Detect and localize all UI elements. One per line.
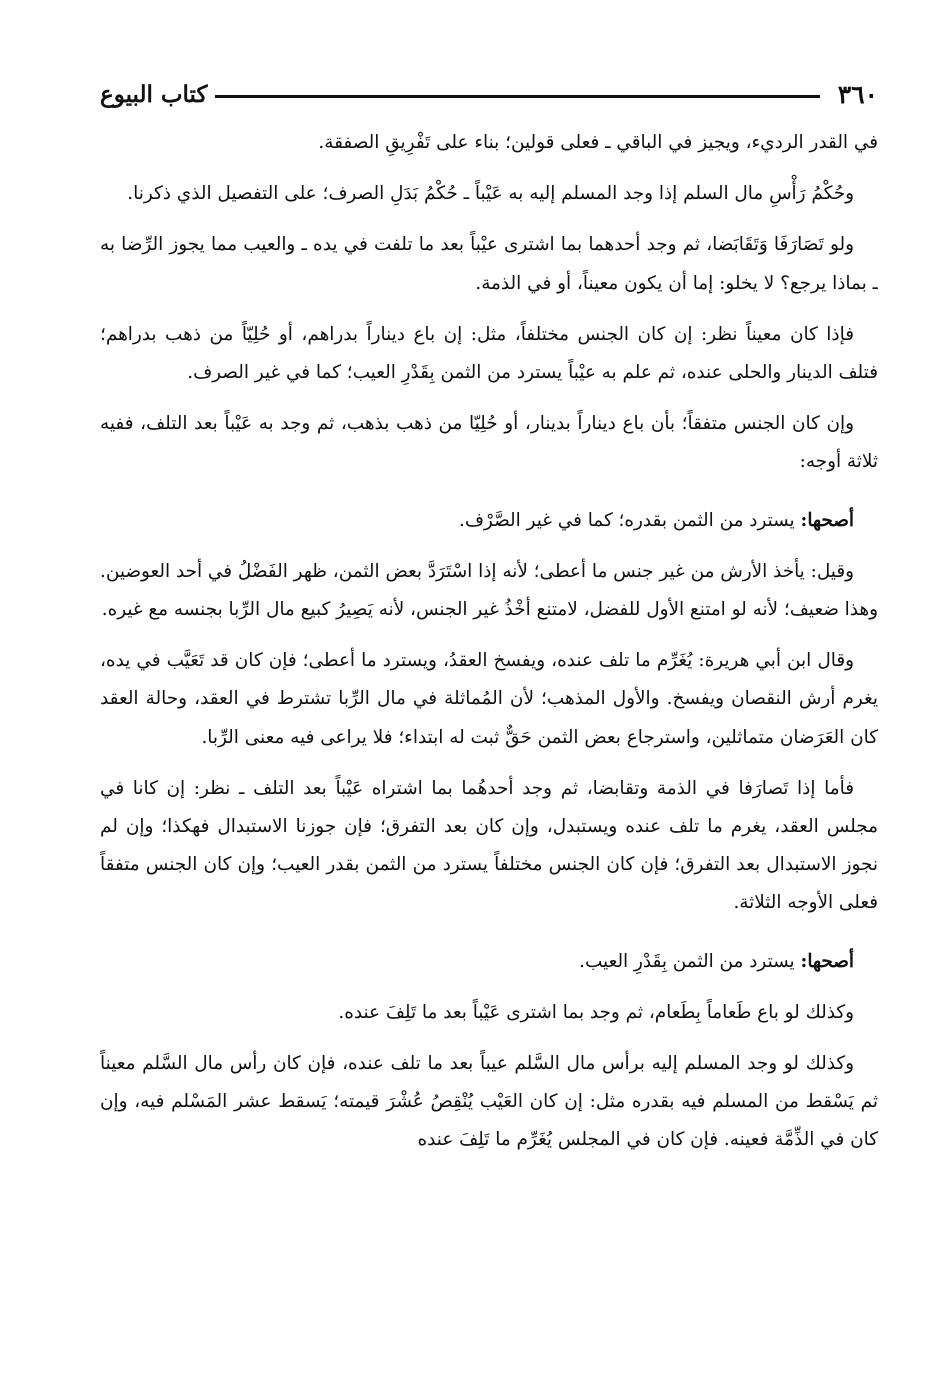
paragraph-4: فإذا كان معيناً نظر: إن كان الجنس مختلفاً، مثل: إن باع ديناراً بدراهم، أو حُلِيّاً من ذهب بدراهم؛ فتلف الدينار والحلى عنده، ثم علم به عيْباً يسترد من الثمن بِقَدْرِ العيب؛ كما في غير الصرف.: [100, 323, 878, 384]
page-body: [100, 124, 878, 1354]
second-view-line: [100, 943, 878, 981]
first-view-text: يسترد من الثمن بقدره؛ كما في غير الصَّرْف.: [459, 509, 795, 531]
paragraph-1: في القدر الرديء، ويجيز في الباقي ـ فعلى قولين؛ بناء على تَفْرِيقِ الصفقة.: [318, 132, 878, 153]
book-title: كتاب البيوع: [100, 81, 208, 108]
page-header: [100, 80, 878, 110]
paragraph-10: وكذلك لو وجد المسلم إليه برأس مال السَّلم عيباً بعد ما تلف عنده، فإن كان رأس مال السَّلم معيناً ثم يَسْقط من المسلم فيه بقدره مثل: إن كان العَيْب يُنْقِصُ عُشْرَ قيمته؛ يَسقط عشر المَسْلم فيه، وإن كان في الذِّمَّة فعينه. فإن كان في المجلس يُغَرِّم ما تَلِفَ عنده: [100, 1053, 878, 1151]
paragraph-2: وحُكْمُ رَأْسِ مال السلم إذا وجد المسلم إليه به عَيْباً ـ حُكْمُ بَدَلِ الصرف؛ على التفصيل الذي ذكرنا.: [127, 183, 854, 205]
paragraph-8: فأما إذا تَصارَفا في الذمة وتقابضا، ثم وجد أحدهُما بما اشتراه عَيْباً بعد التلف ـ نظر: إن كانا في مجلس العقد، يغرم ما تلف عنده ويستبدل، وإن كان بعد التفرق؛ فإن جوزنا الاستبدال فهكذا؛ وإن لم نجوز الاستبدال بعد التفرق؛ فإن كان الجنس مختلفاً يسترد من الثمن بقدر العيب؛ وإن كان الجنس متفقاً فعلى الأوجه الثلاثة.: [100, 777, 878, 914]
first-view-heading: أصحها:: [800, 509, 854, 531]
header-rule: [215, 95, 820, 98]
second-view-text: يسترد من الثمن بِقَدْرِ العيب.: [579, 950, 795, 972]
first-view-line: [100, 502, 878, 540]
paragraph-5: وإن كان الجنس متفقاً؛ بأن باع ديناراً بدينار، أو حُلِيّا من ذهب بذهب، ثم وجد به عَيْباً بعد التلف، ففيه ثلاثة أوجه:: [100, 413, 878, 473]
paragraph-9: وكذلك لو باع طَعاماً بِطَعام، ثم وجد بما اشترى عَيْباً بعد ما تَلِفَ عنده.: [338, 1001, 854, 1023]
second-view-heading: أصحها:: [800, 950, 854, 972]
paragraph-7: وقال ابن أبي هريرة: يُغَرِّم ما تلف عنده، ويفسخ العقدُ، ويسترد ما أعطى؛ فإن كان قد تَعَيَّب في يده، يغرم أرش النقصان ويفسخ. والأول المذهب؛ لأن المُماثلة في مال الرِّبا تشترط في العقد، وحالة العقد كان العَرَضان متماثلين، واسترجاع بعض الثمن حَقٌّ ثبت له ابتداء؛ فلا يراعى فيه معنى الرِّبا.: [100, 650, 878, 748]
page-number: ٣٦٠: [837, 80, 878, 109]
paragraph-3: ولو تَصَارَفَا وَتَقَابَضا، ثم وجد أحدهما بما اشترى عيْباً بعد ما تلفت في يده ـ والعيب مما يجوز الرِّضا به ـ بماذا يرجع؟ لا يخلو: إما أن يكون معيناً، أو في الذمة.: [100, 234, 878, 294]
paragraph-6: وقيل: يأخذ الأرش من غير جنس ما أعطى؛ لأنه إذا اسْتَرَدَّ بعض الثمن، ظهر الفَضْلُ في أحد العوضين. وهذا ضعيف؛ لأنه لو امتنع الأول للفضل، لامتنع أخْذُ غير الجنس، لأنه يَصِيرُ كبيع مال الرِّبا بجنسه مع غيره.: [100, 560, 878, 621]
